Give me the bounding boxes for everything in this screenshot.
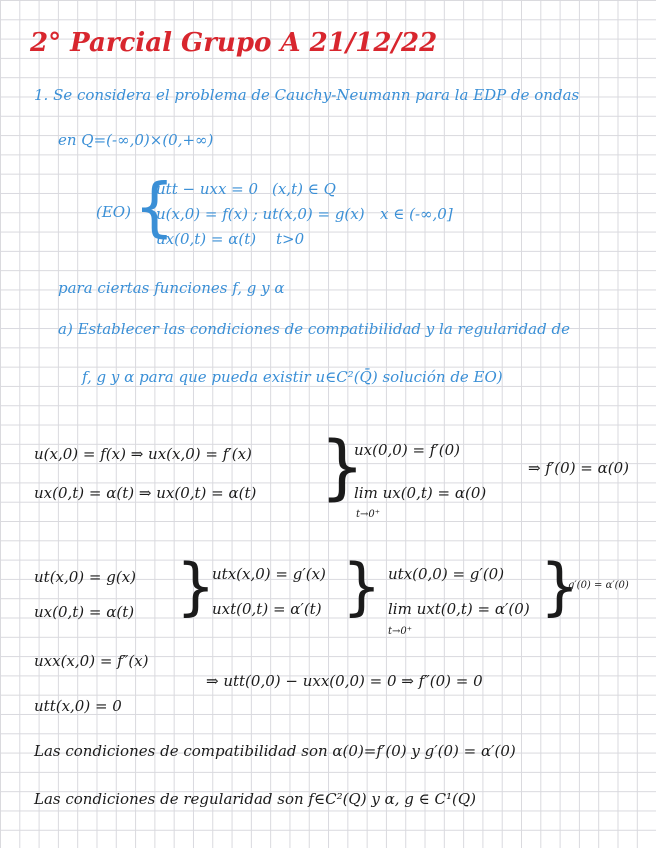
block2-left-2: ux(0,t) = α(t)	[34, 603, 135, 621]
block3-line-1: uxx(x,0) = f″(x)	[34, 652, 149, 670]
problem-domain: en Q=(-∞,0)×(0,+∞)	[58, 131, 214, 149]
block2-brace-1: }	[176, 550, 216, 623]
page-title: 2° Parcial Grupo A 21/12/22	[30, 28, 438, 58]
equation-2-condition: x ∈ (-∞,0]	[380, 205, 453, 223]
block1-brace: }	[320, 426, 365, 508]
eo-label: (EO)	[96, 203, 131, 221]
equation-3: ux(0,t) = α(t)	[156, 230, 257, 248]
equation-3-condition: t>0	[276, 230, 305, 248]
block3-line-2: utt(x,0) = 0	[34, 697, 122, 715]
block1-limit: t→0⁺	[356, 509, 381, 520]
block1-line-1: u(x,0) = f(x) ⇒ ux(x,0) = f′(x)	[34, 445, 252, 463]
equation-1-condition: (x,t) ∈ Q	[272, 180, 336, 198]
block2-limit: t→0⁺	[388, 626, 413, 637]
equation-1: utt − uxx = 0	[156, 180, 259, 198]
block1-right-2: lim ux(0,t) = α(0)	[354, 484, 487, 502]
problem-intro: 1. Se considera el problema de Cauchy-Neumann para la EDP de ondas	[34, 86, 580, 104]
block2-brace-3: }	[540, 550, 580, 623]
part-a-line-2: f, g y α para que pueda existir u∈C²(Q̄) solución de EO)	[82, 368, 503, 386]
regularity-conclusion: Las condiciones de regularidad son f∈C²(Q) y α, g ∈ C¹(Q)	[34, 790, 476, 808]
block2-mid-2: uxt(0,t) = α′(t)	[212, 600, 322, 618]
block2-mid-1: utx(x,0) = g′(x)	[212, 565, 326, 583]
block1-right-1: ux(0,0) = f′(0)	[354, 441, 460, 459]
block1-line-2: ux(0,t) = α(t) ⇒ ux(0,t) = α(t)	[34, 484, 257, 502]
block2-brace-2: }	[342, 550, 382, 623]
block2-right-2: lim uxt(0,t) = α′(0)	[388, 600, 530, 618]
block2-left-1: ut(x,0) = g(x)	[34, 568, 137, 586]
compatibility-conclusion: Las condiciones de compatibilidad son α(0)=f′(0) y g′(0) = α′(0)	[34, 742, 516, 760]
block1-result: ⇒ f′(0) = α(0)	[528, 459, 630, 477]
part-a-line-1: a) Establecer las condiciones de compatibilidad y la regularidad de	[58, 320, 570, 338]
equation-2: u(x,0) = f(x) ; ut(x,0) = g(x)	[156, 205, 365, 223]
block2-right-1: utx(0,0) = g′(0)	[388, 565, 505, 583]
block3-result: ⇒ utt(0,0) − uxx(0,0) = 0 ⇒ f″(0) = 0	[206, 672, 483, 690]
block2-result: g′(0) = α′(0)	[568, 580, 629, 591]
system-brace: {	[134, 171, 175, 245]
functions-line: para ciertas funciones f, g y α	[58, 279, 285, 297]
